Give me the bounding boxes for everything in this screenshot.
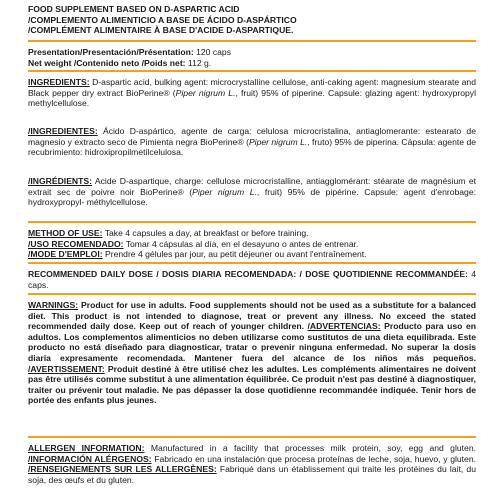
presentation-label: Presentation/Presentación/Présentation: bbox=[28, 47, 194, 57]
presentation-value: 120 caps bbox=[193, 47, 231, 57]
daily-dose-section bbox=[28, 269, 476, 290]
warnings-en-label: WARNINGS: bbox=[28, 300, 79, 310]
warnings-fr-label: /AVERTISSEMENT: bbox=[28, 363, 105, 374]
allergen-section bbox=[28, 443, 476, 485]
ingredients-en-text-end: , fruit) 95% of piperine. Capsule: glazing agent: hydroxypropyl methylcellulose. bbox=[28, 87, 476, 109]
method-es-label: /USO RECOMENDADO: bbox=[28, 238, 124, 249]
product-header bbox=[28, 4, 476, 36]
allergen-fr-label: /RENSEIGNEMENTS SUR LES ALLERGÈNES: bbox=[28, 464, 217, 475]
ingredients-en-species: Piper nigrum L. bbox=[175, 87, 236, 98]
allergen-en-text: Manufactured in a facility that processes milk protein, soy, egg and gluten. bbox=[144, 443, 476, 453]
method-es-text: Tomar 4 cápsulas al día, en el desayuno o antes de entrenar. bbox=[123, 238, 359, 249]
ingredients-fr-text-end: , fruit) 95% de pipérine. Capsule: agent d'enrobage: hydroxypropyl- méthylcellulose. bbox=[28, 186, 476, 208]
ingredients-es-text: Ácido D-aspártico, agente de carga: celulosa microcristalina, antiaglomerante: estearato de magnesio y extracto seco de Pimienta negra BioPerine® ( bbox=[28, 126, 476, 147]
ingredients-fr-text: Acide D-aspartique, charge: cellulose microcristalline, antiagglomérant: stéarate de magnésium et extrait sec de poivre noir BioPerine® ( bbox=[28, 176, 476, 197]
warnings-en-text: Product for use in adults. Food supplements should not be used as a substitute for a balanced diet. This product is not intended to diagnose, treat or prevent any illness. No exceed the stated recommended daily dose. Keep out of reach of younger children. bbox=[28, 300, 476, 332]
warnings-es-text: Producto para uso en adultos. Los complementos alimenticios no deben utilizarse como sustitutos de una dieta equilibrada. Este producto no está diseñado para diagnosticar, tratar o prevenir ninguna enfermedad. No superar la dosis diaria expresamente recomendada. Mantener fuera del alcance de los niños más pequeños. bbox=[28, 321, 476, 363]
ingredients-es bbox=[28, 126, 476, 158]
header-line-en: FOOD SUPPLEMENT BASED ON D-ASPARTIC ACID bbox=[28, 4, 240, 14]
allergen-es-label: /INFORMACIÓN ALÉRGENOS: bbox=[28, 453, 152, 464]
ingredients-es-species: Piper nigrum L. bbox=[248, 136, 308, 147]
allergen-en-label: ALLERGEN INFORMATION: bbox=[28, 443, 145, 453]
ingredients-es-label: /INGREDIENTES: bbox=[28, 126, 98, 136]
warnings-section bbox=[28, 300, 476, 406]
allergen-fr-text: Fabriqué dans un établissement qui traite les protéines du lait, du soja, des œufs et du gluten. bbox=[28, 464, 476, 485]
divider-rule bbox=[28, 436, 476, 438]
ingredients-fr-species: Piper nigrum L. bbox=[192, 186, 257, 197]
ingredients-fr-label: /INGRÉDIENTS: bbox=[28, 176, 92, 186]
divider-rule bbox=[28, 293, 476, 295]
method-en-label: METHOD OF USE: bbox=[28, 228, 103, 238]
daily-dose-label: RECOMMENDED DAILY DOSE / DOSIS DIARIA RECOMENDADA: / DOSE QUOTIDIENNE RECOMMANDÉE: bbox=[28, 269, 468, 279]
divider-rule bbox=[28, 40, 476, 42]
divider-rule bbox=[28, 262, 476, 264]
ingredients-en bbox=[28, 77, 476, 109]
allergen-es-text: Fabricado en una instalación que procesa proteínas de leche, soja, huevo, y gluten. bbox=[151, 453, 476, 464]
method-fr-label: /MODE D'EMPLOI: bbox=[28, 249, 103, 260]
warnings-fr-text: Produit destiné à être utilisé chez les adultes. Les compléments alimentaires ne doivent pas être utilisés comme substitut à une alimentation équilibrée. Ce produit n'est pas destiné à diagnostiquer, traiter ou prévenir tout maladie. Ne pas dépasser la dose quotidienne recommandée indiquée. Tenir hors de portée des enfants plus jeunes. bbox=[28, 363, 476, 406]
net-weight-label: Net weight /Contenido neto /Poids net: bbox=[28, 57, 186, 68]
header-line-es: /COMPLEMENTO ALIMENTICIO A BASE DE ÁCIDO D-ASPÁRTICO bbox=[28, 14, 297, 25]
warnings-es-label: /ADVERTENCIAS: bbox=[307, 321, 381, 332]
divider-rule bbox=[28, 221, 476, 223]
net-weight-value: 112 g. bbox=[185, 57, 212, 68]
method-en-text: Take 4 capsules a day, at breakfast or before training. bbox=[102, 228, 309, 238]
header-line-fr: /COMPLÉMENT ALIMENTAIRE À BASE D'ACIDE D-ASPARTIQUE. bbox=[28, 25, 294, 36]
method-of-use-section bbox=[28, 228, 476, 260]
ingredients-fr bbox=[28, 176, 476, 208]
ingredients-es-text-end: , fruto) 95% de piperina. Cápsula: agente de recubrimiento: hidroxipropilmetilcelulosa. bbox=[28, 136, 476, 158]
method-fr-text: Prendre 4 gélules par jour, au petit déjeuner ou avant l'entraînement. bbox=[102, 249, 367, 260]
ingredients-en-text: D-aspartic acid, bulking agent: microcrystalline cellulose, anti-caking agent: magnesium stearate and Black pepper dry extract BioPerine® ( bbox=[28, 77, 476, 98]
ingredients-en-label: INGREDIENTS: bbox=[28, 77, 90, 87]
daily-dose-value: 4 caps. bbox=[28, 269, 476, 290]
divider-rule bbox=[28, 70, 476, 72]
presentation-section bbox=[28, 47, 476, 68]
